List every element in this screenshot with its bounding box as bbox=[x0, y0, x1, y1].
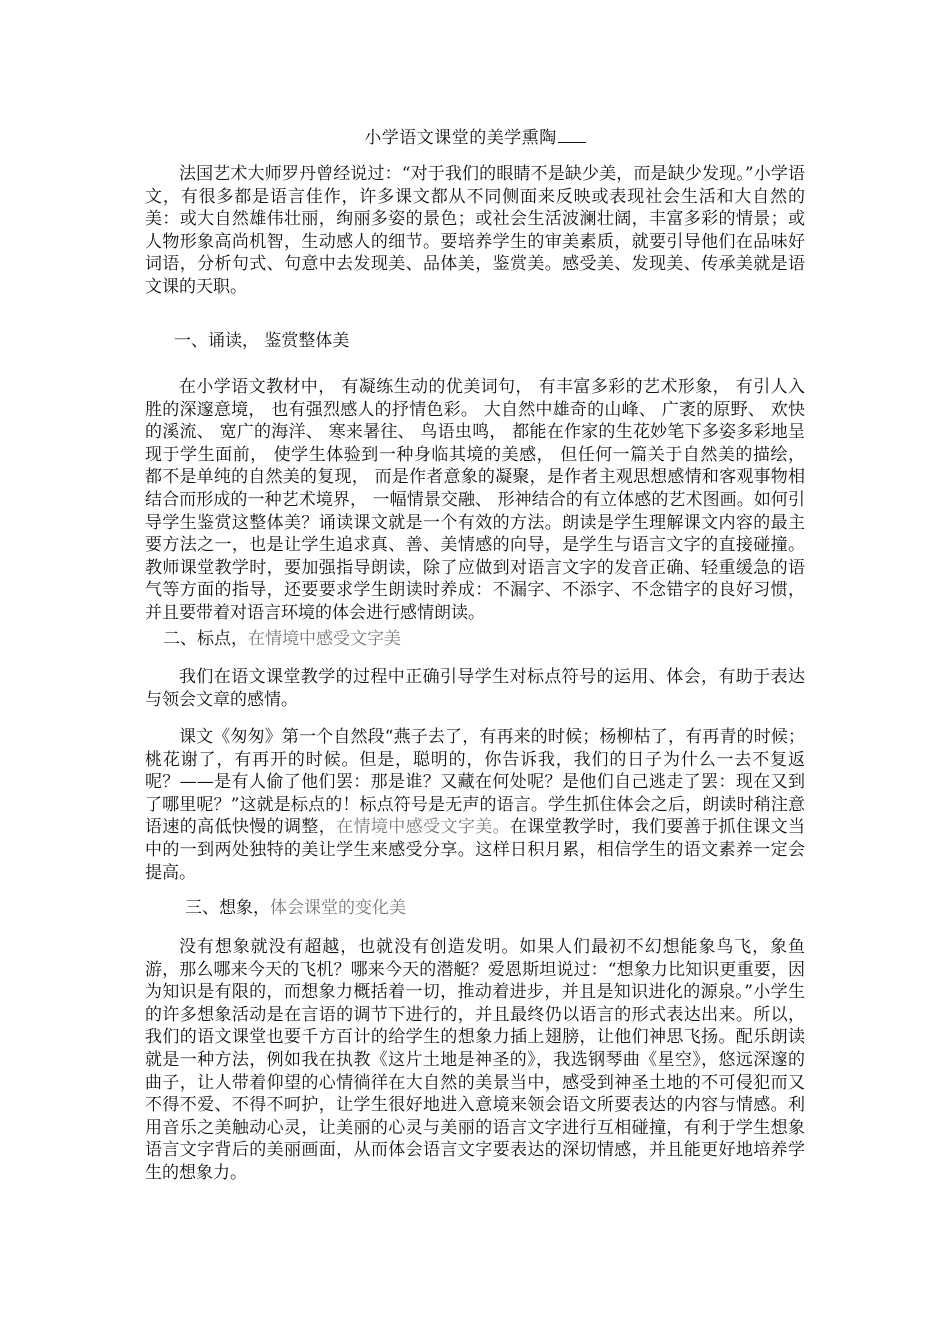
section3-heading-label: 三、想象， bbox=[185, 898, 270, 918]
section2-paragraph-1: 我们在语文课堂教学的过程中正确引导学生对标点符号的运用、体会，有助于表达与领会文章的感情。 bbox=[145, 667, 805, 710]
section2-heading-title: 在情境中感受文字美 bbox=[248, 629, 401, 649]
section1-heading: 一、诵读， 鉴赏整体美 bbox=[174, 331, 350, 351]
document-title-text: 小学语文课堂的美学熏陶 bbox=[364, 128, 557, 148]
section2-paragraph-2 bbox=[145, 726, 805, 884]
intro-paragraph: 法国艺术大师罗丹曾经说过：“对于我们的眼睛不是缺少美，而是缺少发现。”小学语文，有很多都是语言佳作，许多课文都从不同侧面来反映或表现社会生活和大自然的美：或大自然雄伟壮丽，绚丽多姿的景色；或社会生活波澜壮阔，丰富多彩的情景；或人物形象高尚机智，生动感人的细节。要培养学生的审美素质，就要引导他们在品味好词语，分析句式、句意中去发现美、品体美，鉴赏美。感受美、发现美、传承美就是语文课的天职。 bbox=[145, 164, 805, 297]
document-title bbox=[0, 126, 950, 150]
section1-paragraph: 在小学语文教材中， 有凝练生动的优美词句， 有丰富多彩的艺术形象， 有引人入胜的深邃意境， 也有强烈感人的抒情色彩。 大自然中雄奇的山峰、 广袤的原野、 欢快的溪流、 宽广的海洋、 寒来暑往、 鸟语虫鸣， 都能在作家的生花妙笔下多姿多彩地呈现于学生面前， 使学生体验到一种身临其境的美感， 但任何一篇关于自然美的描绘， 都不是单纯的自然美的复现， 而是作者意象的凝聚，是作者主观思想感情和客观事物相结合而形成的一种艺术境界， 一幅情景交融、 形神结合的有立体感的艺术图画。如何引导学生鉴赏这整体美？诵读课文就是一个有效的方法。朗读是学生理解课文内容的最主要方法之一，也是让学生追求真、善、美情感的向导，是学生与语言文字的直接碰撞。教师课堂教学时，要加强指导朗读，除了应做到对语言文字的发音正确、轻重缓急的语气等方面的指导，还要要求学生朗读时养成：不漏字、不添字、不念错字的良好习惯，并且要带着对语言环境的体会进行感情朗读。 bbox=[145, 377, 805, 623]
section3-heading-title: 体会课堂的变化美 bbox=[270, 898, 406, 918]
section2-paragraph-2-start: 课文《匆匆》第一个自然段“燕子去了，有再来的时候；杨柳枯了，有再青的时候；桃花谢了，有再开的时候。但是，聪明的，你告诉我，我们的日子为什么一去不复返呢？——是有人偷了他们罢：那是谁？又藏在何处呢？是他们自己逃走了罢：现在又到了哪里呢？”这就是标点的！标点符号是无声的语言。学生抓住体会之后，朗读时稍注意语速的高低快慢的调整， bbox=[145, 727, 805, 838]
section3-heading bbox=[185, 896, 406, 920]
title-underline-blank bbox=[558, 126, 586, 143]
section3-paragraph: 没有想象就没有超越，也就没有创造发明。如果人们最初不幻想能象鸟飞，象鱼游，那么哪来今天的飞机？哪来今天的潜艇？爱恩斯坦说过：“想象力比知识更重要，因为知识是有限的，而想象力概括着一切，推动着进步，并且是知识进化的源泉。”小学生的许多想象活动是在言语的调节下进行的，并且最终仍以语言的形式表达出来。所以，我们的语文课堂也要千方百计的给学生的想象力插上翅膀，让他们神思飞扬。配乐朗读就是一种方法，例如我在执教《这片土地是神圣的》，我选钢琴曲《星空》，悠远深邃的曲子，让人带着仰望的心情徜徉在大自然的美景当中，感受到神圣土地的不可侵犯而又不得不爱、不得不呵护，让学生很好地进入意境来领会语文所要表达的内容与情感。利用音乐之美触动心灵，让美丽的心灵与美丽的语言文字进行互相碰撞，有利于学生想象语言文字背后的美丽画面，从而体会语言文字要表达的深切情感，并且能更好地培养学生的想象力。 bbox=[145, 937, 805, 1183]
section2-heading bbox=[163, 627, 401, 651]
section2-paragraph-2-highlight: 在情境中感受文字美。 bbox=[336, 817, 510, 838]
section2-heading-label: 二、标点， bbox=[163, 629, 248, 649]
section2-paragraph-2-end: 在课堂教学时，我们要善于抓住课文当中的一到两处独特的美让学生来感受分享。这样日积月累，相信学生的语文素养一定会提高。 bbox=[145, 817, 806, 883]
